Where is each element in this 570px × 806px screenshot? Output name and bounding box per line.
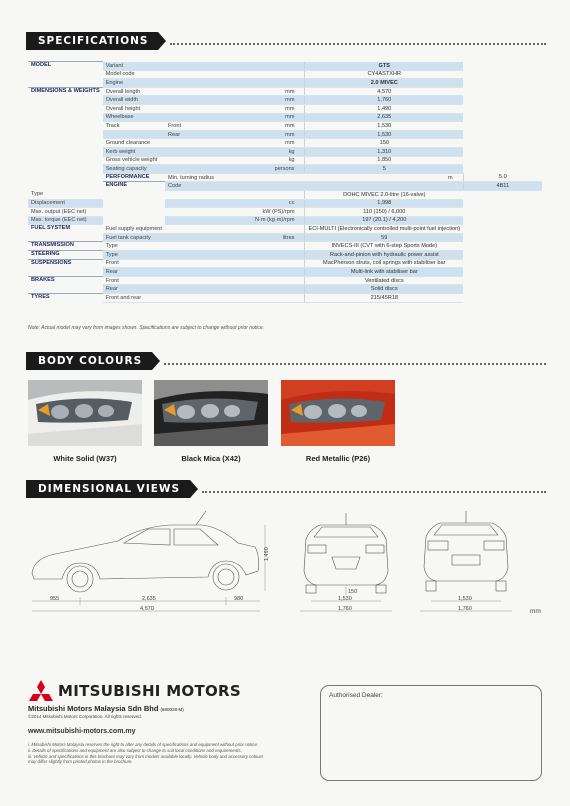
spec-row — [28, 156, 542, 165]
spec-unit — [235, 251, 305, 260]
spec-item: Code — [165, 182, 235, 191]
spec-value: 4,570 — [305, 87, 463, 96]
header-divider — [170, 37, 546, 45]
spec-row — [28, 139, 542, 148]
spec-value: 1,530 — [305, 130, 463, 139]
spec-item: Front — [103, 276, 165, 285]
spec-row — [28, 225, 542, 234]
front-clearance: 150 — [348, 589, 358, 595]
spec-category: FUEL SYSTEM — [28, 225, 103, 242]
spec-unit — [305, 182, 463, 191]
spec-item: Engine — [103, 79, 165, 88]
spec-unit — [235, 294, 305, 303]
spec-subitem — [235, 182, 305, 191]
side-front-overhang: 955 — [50, 596, 60, 602]
specifications-note: Note: Actual model may vary from images shown. Specifications are subject to change without prior notice. — [28, 325, 265, 331]
dimensional-views-drawing — [20, 505, 550, 625]
spec-unit: mm — [235, 130, 305, 139]
spec-unit — [235, 276, 305, 285]
spec-row — [28, 79, 542, 88]
spec-row — [28, 62, 542, 71]
website-link[interactable]: www.mitsubishi-motors.com.my — [28, 728, 136, 735]
colour-label-black: Black Mica (X42) — [181, 454, 241, 463]
spec-value: 150 — [305, 139, 463, 148]
spec-value: 5 — [305, 165, 463, 174]
spec-unit — [235, 190, 305, 199]
spec-item: Type — [103, 242, 165, 251]
side-wheelbase: 2,635 — [142, 596, 156, 602]
spec-item: Displacement — [28, 199, 103, 208]
spec-subitem — [165, 79, 235, 88]
spec-row — [28, 242, 542, 251]
spec-value: Solid discs — [305, 285, 463, 294]
spec-item: Variant — [103, 62, 165, 71]
spec-unit: m — [305, 173, 463, 182]
disclaimer-item: i. Mitsubishi Motors Malaysia reserves the right to alter any details of specifications and equipment without prior notice. — [28, 742, 259, 747]
specifications-table — [28, 61, 542, 303]
spec-subitem — [165, 251, 235, 260]
spec-unit — [235, 268, 305, 277]
header-divider — [164, 357, 546, 365]
spec-row — [28, 268, 542, 277]
colour-photo-red — [281, 380, 395, 446]
header-divider — [202, 485, 546, 493]
spec-subitem — [165, 62, 235, 71]
spec-subitem — [165, 225, 235, 234]
spec-value: 1,850 — [305, 156, 463, 165]
spec-row — [28, 96, 542, 105]
spec-value: Rack-and-pinion with hydraulic power assist — [305, 251, 463, 260]
spec-unit — [235, 259, 305, 268]
rear-track: 1,530 — [458, 596, 472, 602]
spec-item: Type — [103, 251, 165, 260]
side-rear-overhang: 980 — [234, 596, 244, 602]
spec-unit: mm — [235, 113, 305, 122]
spec-value: Multi-link with stabiliser bar — [305, 268, 463, 277]
spec-subitem — [165, 87, 235, 96]
spec-subitem: Rear — [165, 130, 235, 139]
spec-row — [28, 70, 542, 79]
spec-subitem — [165, 165, 235, 174]
spec-value: 1,530 — [305, 122, 463, 131]
authorised-dealer-box — [320, 685, 542, 781]
spec-value: 1,310 — [305, 147, 463, 156]
spec-item: Gross vehicle weight — [103, 156, 165, 165]
spec-row — [28, 130, 542, 139]
spec-value: MacPherson struts, coil springs with stabiliser bar — [305, 259, 463, 268]
dealer-label: Authorised Dealer: — [329, 692, 383, 699]
spec-unit: persons — [235, 165, 305, 174]
spec-unit: mm — [235, 96, 305, 105]
copyright: ©2014 Mitsubishi Motors Corporation. All rights reserved. — [28, 714, 142, 719]
spec-category: MODEL — [28, 62, 103, 88]
spec-row — [28, 294, 542, 303]
side-length: 4,570 — [140, 606, 154, 612]
front-view — [304, 513, 388, 593]
spec-subitem — [165, 199, 235, 208]
spec-item: Kerb weight — [103, 147, 165, 156]
spec-item: Rear — [103, 268, 165, 277]
spec-subitem — [165, 233, 235, 242]
spec-row — [28, 113, 542, 122]
spec-item: Overall length — [103, 87, 165, 96]
disclaimers — [28, 742, 268, 765]
spec-value: 2.0 MIVEC — [305, 79, 463, 88]
spec-category: PERFORMANCE — [103, 173, 165, 182]
spec-item: Type — [28, 190, 103, 199]
spec-category: DIMENSIONS & WEIGHTS — [28, 87, 103, 190]
spec-unit: mm — [235, 122, 305, 131]
colour-photo-white — [28, 380, 142, 446]
spec-value: 5.0 — [463, 173, 542, 182]
spec-unit — [235, 225, 305, 234]
spec-unit — [235, 242, 305, 251]
specifications-title: SPECIFICATIONS — [26, 32, 158, 50]
spec-value: INVECS-III (CVT with 6-step Sports Mode) — [305, 242, 463, 251]
spec-category: BRAKES — [28, 276, 103, 293]
brand-name: MITSUBISHI MOTORS — [58, 682, 242, 700]
body-colours-header — [26, 352, 546, 370]
spec-item: Min. turning radius — [165, 173, 235, 182]
spec-unit — [235, 285, 305, 294]
spec-item: Wheelbase — [103, 113, 165, 122]
spec-subitem — [165, 70, 235, 79]
spec-category: TYRES — [28, 294, 103, 303]
spec-row — [28, 259, 542, 268]
spec-value: ECI-MULTI (Electronically controlled multi-point fuel injection) — [305, 225, 463, 234]
spec-value: 59 — [305, 233, 463, 242]
front-width: 1,760 — [338, 606, 352, 612]
spec-value: 197 (20.1) / 4,200 — [305, 216, 463, 225]
spec-unit — [235, 79, 305, 88]
spec-subitem — [165, 259, 235, 268]
spec-subitem — [165, 113, 235, 122]
front-track: 1,530 — [338, 596, 352, 602]
spec-value: 4B11 — [463, 182, 542, 191]
rear-width: 1,760 — [458, 606, 472, 612]
rear-view — [424, 511, 508, 591]
spec-category: ENGINE — [103, 182, 165, 225]
spec-item — [103, 130, 165, 139]
spec-unit: kW (PS)/rpm — [235, 208, 305, 217]
spec-unit: kg — [235, 156, 305, 165]
side-height: 1,490 — [264, 547, 270, 561]
spec-item: Ground clearance — [103, 139, 165, 148]
side-view — [32, 511, 259, 592]
spec-item: Model code — [103, 70, 165, 79]
spec-item: Rear — [103, 285, 165, 294]
spec-category: STEERING — [28, 251, 103, 260]
spec-unit: mm — [235, 104, 305, 113]
spec-subitem — [165, 190, 235, 199]
spec-row — [28, 87, 542, 96]
colour-label-red: Red Metallic (P26) — [305, 454, 371, 463]
spec-item: Fuel tank capacity — [103, 233, 165, 242]
spec-category: SUSPENSIONS — [28, 259, 103, 276]
spec-row — [28, 165, 542, 174]
spec-row — [28, 182, 542, 191]
disclaimer-item: ii. Details of specifications and equipment are also subject to change to suit local conditions and requirements. — [28, 748, 242, 753]
spec-unit — [235, 70, 305, 79]
spec-value: 1,760 — [305, 96, 463, 105]
spec-subitem — [165, 242, 235, 251]
spec-row — [28, 122, 542, 131]
spec-category: TRANSMISSION — [28, 242, 103, 251]
spec-subitem — [235, 173, 305, 182]
spec-value: DOHC MIVEC 2.0-litre (16-valve) — [305, 190, 463, 199]
dimension-unit: mm — [530, 608, 541, 615]
spec-value: 1,490 — [305, 104, 463, 113]
spec-item: Front and rear — [103, 294, 165, 303]
company-name: Mitsubishi Motors Malaysia Sdn Bhd (680028-M) — [28, 704, 184, 713]
spec-value: 2,635 — [305, 113, 463, 122]
spec-subitem — [165, 276, 235, 285]
spec-item: Seating capacity — [103, 165, 165, 174]
spec-item: Track — [103, 122, 165, 131]
spec-value: Ventilated discs — [305, 276, 463, 285]
spec-item: Max. torque (EEC net) — [28, 216, 103, 225]
spec-unit: kg — [235, 147, 305, 156]
spec-subitem — [165, 216, 235, 225]
spec-unit: litres — [235, 233, 305, 242]
spec-subitem — [165, 139, 235, 148]
spec-value: GTS — [305, 62, 463, 71]
dimensional-views-title: DIMENSIONAL VIEWS — [26, 480, 190, 498]
spec-subitem — [165, 268, 235, 277]
spec-subitem — [165, 285, 235, 294]
spec-unit: cc — [235, 199, 305, 208]
spec-item: Fuel supply equipment — [103, 225, 165, 234]
spec-subitem — [165, 294, 235, 303]
spec-item: Max. output (EEC net) — [28, 208, 103, 217]
disclaimer-item: iii. Vehicle and specifications in this brochure may vary from models available locally. Vehicle body and accessory colours may differ slightly from printed photos in the brochure. — [28, 754, 264, 765]
spec-item: Front — [103, 259, 165, 268]
spec-unit: mm — [235, 139, 305, 148]
spec-subitem — [165, 104, 235, 113]
spec-subitem — [165, 96, 235, 105]
spec-unit: mm — [235, 87, 305, 96]
spec-item: Overall height — [103, 104, 165, 113]
spec-subitem — [165, 208, 235, 217]
dimensional-views-header — [26, 480, 546, 498]
three-diamonds-icon — [28, 680, 54, 702]
spec-value: 215/45R18 — [305, 294, 463, 303]
spec-row — [28, 285, 542, 294]
spec-row — [28, 147, 542, 156]
spec-item: Overall width — [103, 96, 165, 105]
mitsubishi-logo-block — [28, 680, 258, 719]
spec-row — [28, 173, 542, 182]
spec-row — [28, 104, 542, 113]
spec-row — [28, 233, 542, 242]
spec-subitem — [165, 156, 235, 165]
colour-photo-black — [154, 380, 268, 446]
spec-row — [28, 276, 542, 285]
spec-value: 110 (150) / 6,000 — [305, 208, 463, 217]
spec-unit — [235, 62, 305, 71]
colour-label-white: White Solid (W37) — [53, 454, 117, 463]
spec-subitem: Front — [165, 122, 235, 131]
spec-value: CY4ASTXHR — [305, 70, 463, 79]
spec-subitem — [165, 147, 235, 156]
specifications-header — [26, 32, 546, 50]
spec-value: 1,998 — [305, 199, 463, 208]
body-colours-title: BODY COLOURS — [26, 352, 152, 370]
spec-unit: N·m (kg·m)/rpm — [235, 216, 305, 225]
spec-row — [28, 251, 542, 260]
